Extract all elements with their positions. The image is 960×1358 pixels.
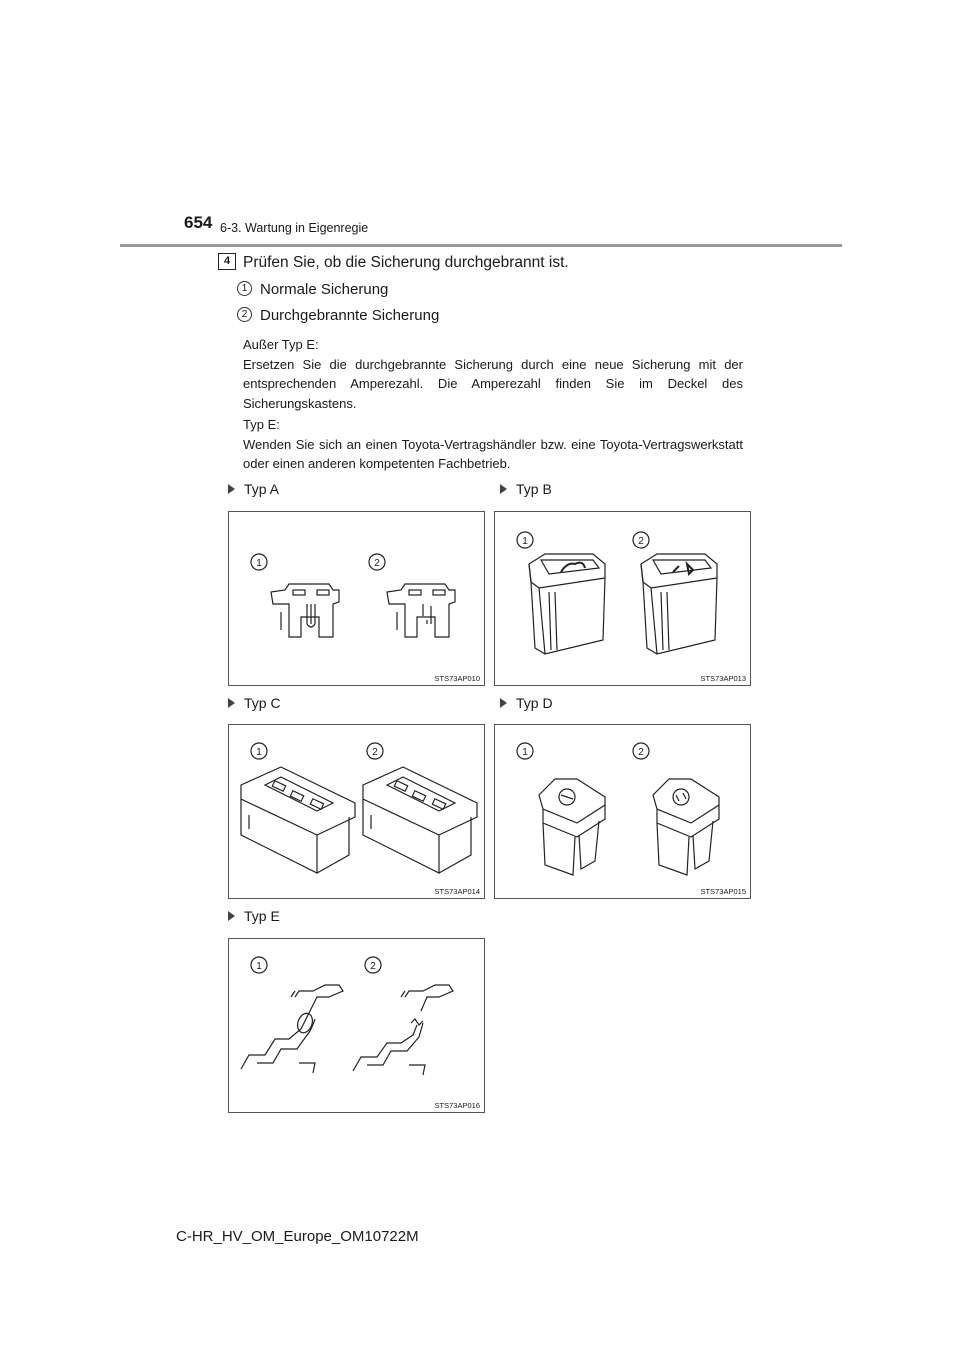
svg-text:1: 1 xyxy=(522,747,528,758)
section-title: 6-3. Wartung in Eigenregie xyxy=(220,221,369,235)
figure-code: STS73AP015 xyxy=(700,887,746,896)
triangle-bullet-icon xyxy=(500,698,507,708)
figure-code: STS73AP016 xyxy=(434,1101,480,1110)
svg-text:2: 2 xyxy=(638,536,644,547)
figure-label-typ-d: Typ D xyxy=(500,695,553,711)
cartridge-fuse-illustration xyxy=(495,512,752,687)
figure-typ-c xyxy=(228,724,485,899)
note-except-e xyxy=(243,335,743,413)
item-1-callout: 1 xyxy=(237,281,252,296)
step-number-box: 4 xyxy=(218,253,236,270)
svg-text:2: 2 xyxy=(370,961,376,972)
svg-text:2: 2 xyxy=(372,747,378,758)
triangle-bullet-icon xyxy=(228,484,235,494)
figure-typ-b xyxy=(494,511,751,686)
svg-text:2: 2 xyxy=(374,558,380,569)
triangle-bullet-icon xyxy=(228,911,235,921)
figure-code: STS73AP014 xyxy=(434,887,480,896)
item-1-label: Normale Sicherung xyxy=(260,281,389,298)
figure-label-typ-c: Typ C xyxy=(228,695,281,711)
slow-blow-fuse-illustration xyxy=(495,725,752,900)
svg-text:1: 1 xyxy=(256,961,262,972)
item-2-label: Durchgebrannte Sicherung xyxy=(260,307,440,324)
blade-fuse-illustration xyxy=(229,512,486,687)
note-heading: Außer Typ E: xyxy=(243,337,319,352)
figure-typ-d xyxy=(494,724,751,899)
figure-code: STS73AP010 xyxy=(434,674,480,683)
page-number: 654 xyxy=(184,213,213,232)
triangle-bullet-icon xyxy=(228,698,235,708)
triangle-bullet-icon xyxy=(500,484,507,494)
figure-label-typ-e: Typ E xyxy=(228,908,280,924)
figure-code: STS73AP013 xyxy=(700,674,746,683)
item-2-callout: 2 xyxy=(237,307,252,322)
note-text: Ersetzen Sie die durchgebrannte Sicherung durch eine neue Sicherung mit der entsprechenden Amperezahl. Die Amperezahl finden Sie im Deckel des Sicherungskastens. xyxy=(243,356,743,411)
figure-label-typ-b: Typ B xyxy=(500,481,552,497)
note-type-e xyxy=(243,415,743,474)
figure-typ-e xyxy=(228,938,485,1113)
box-fuse-illustration xyxy=(229,725,486,900)
figure-typ-a xyxy=(228,511,485,686)
svg-text:1: 1 xyxy=(256,558,262,569)
fusible-link-illustration xyxy=(229,939,486,1114)
footer-doc-id: C-HR_HV_OM_Europe_OM10722M xyxy=(176,1228,419,1245)
svg-text:2: 2 xyxy=(638,747,644,758)
note-heading: Typ E: xyxy=(243,417,280,432)
svg-text:1: 1 xyxy=(522,536,528,547)
header-rule xyxy=(120,244,842,247)
svg-text:1: 1 xyxy=(256,747,262,758)
step-instruction: Prüfen Sie, ob die Sicherung durchgebrannt ist. xyxy=(243,254,569,271)
note-text: Wenden Sie sich an einen Toyota-Vertragshändler bzw. eine Toyota-Vertragswerkstatt oder einen anderen kompetenten Fachbetrieb. xyxy=(243,436,743,471)
figure-label-typ-a: Typ A xyxy=(228,481,279,497)
